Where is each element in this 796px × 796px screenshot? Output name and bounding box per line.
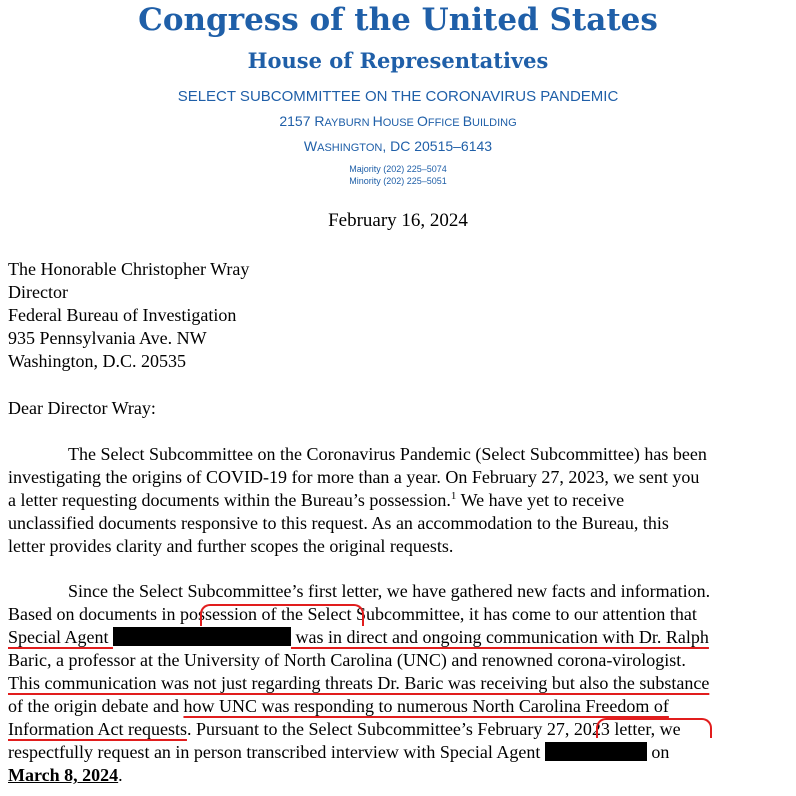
recipient-line: 935 Pennsylvania Ave. NW xyxy=(8,328,207,348)
recipient-line: Director xyxy=(8,282,68,302)
committee-name: SELECT SUBCOMMITTEE ON THE CORONAVIRUS PANDEMIC xyxy=(177,88,619,105)
interview-date: March 8, 2024 xyxy=(8,765,119,785)
recipient-block xyxy=(8,258,249,373)
underlined-text: This communication was not just regarding threats Dr. Baric was receiving but also the substance xyxy=(8,673,710,693)
paragraph-1: The Select Subcommittee on the Coronavirus Pandemic (Select Subcommittee) has been investigating the origins of COVID-19 for more than a year. On February 27, 2023, we sent you a letter requesting documents within the Bureau’s possession.$^1$ We have yet to receive unclassified documents responsive to this request. As an accommodation to the Bureau, this letter provides clarity and further scopes the original requests. xyxy=(8,444,707,556)
footnote-marker[interactable]: 1 xyxy=(450,490,457,502)
salutation: Dear Director Wray: xyxy=(8,398,156,418)
recipient-line: The Honorable Christopher Wray xyxy=(8,259,250,279)
office-city: WASHINGTON, DC 20515–6143 xyxy=(303,138,493,154)
recipient-line: Federal Bureau of Investigation xyxy=(8,305,237,325)
recipient-line: Washington, D.C. 20535 xyxy=(8,351,187,371)
underlined-text: Special Agent was in direct and ongoing communication with Dr. Ralph xyxy=(8,627,709,647)
majority-phone: Majority (202) 225–5074 xyxy=(349,164,447,174)
letterhead-subtitle: House of Representatives xyxy=(247,48,549,73)
letterhead-title: Congress of the United States xyxy=(138,2,658,38)
redaction-bar xyxy=(113,627,291,646)
underlined-text: how UNC was responding to numerous North Carolina Freedom of xyxy=(183,696,669,716)
annotation-arc xyxy=(596,718,712,738)
annotation-arc xyxy=(200,604,364,626)
office-address: 2157 RAYBURN HOUSE OFFICE BUILDING xyxy=(279,113,517,129)
minority-phone: Minority (202) 225–5051 xyxy=(349,176,447,186)
redaction-bar xyxy=(545,742,647,761)
letter-date: February 16, 2024 xyxy=(328,210,468,231)
paragraph-2: Since the Select Subcommittee’s first letter, we have gathered new facts and information. Based on documents in possession of the Select Subcommittee, it has come to our attention that Special Agent was in direct and ongoing communication with Dr. Ralph Baric, a professor at the University of North Carolina (UNC) and renowned corona-virologist. This communication was not just regarding threats Dr. Baric was receiving but also the substance of the origin debate and how UNC was responding to numerous North Carolina Freedom of Information Act requests. Pursuant to the Select Subcommittee’s February 27, 2023 letter, we respectfully request an in person transcribed interview with Special Agent on March 8, 2024. xyxy=(8,581,711,785)
underlined-text: Information Act requests xyxy=(8,719,187,739)
